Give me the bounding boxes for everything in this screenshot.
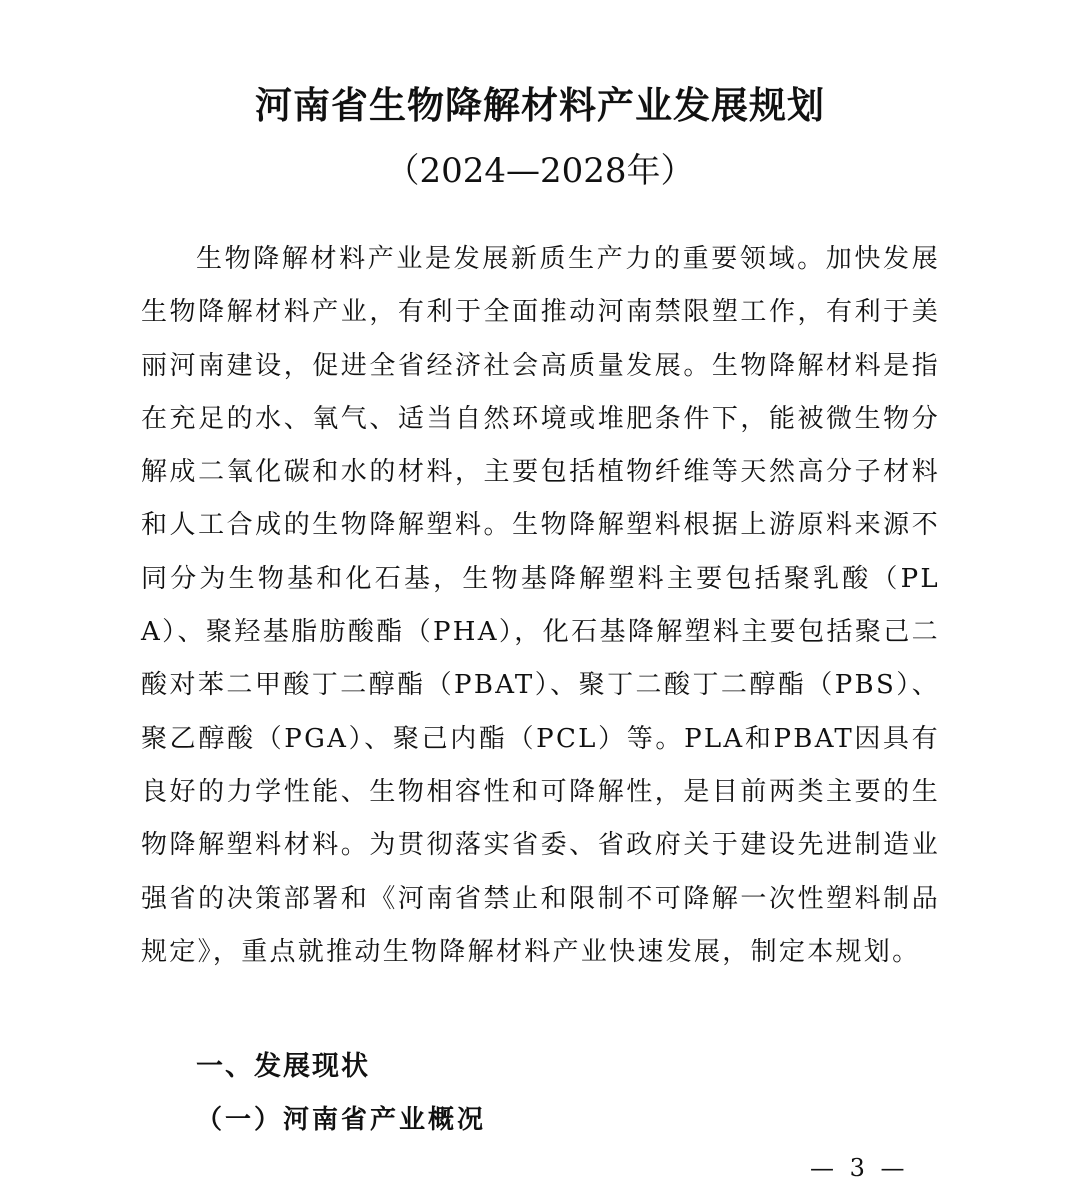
intro-paragraph: 生物降解材料产业是发展新质生产力的重要领域。加快发展生物降解材料产业，有利于全面推动河南禁限塑工作，有利于美丽河南建设，促进全省经济社会高质量发展。生物降解材料是指在充足的水、氧气、适当自然环境或堆肥条件下，能被微生物分解成二氧化碳和水的材料，主要包括植物纤维等天然高分子材料和人工合成的生物降解塑料。生物降解塑料根据上游原料来源不同分为生物基和化石基，生物基降解塑料主要包括聚乳酸（PLA）、聚羟基脂肪酸酯（PHA），化石基降解塑料主要包括聚己二酸对苯二甲酸丁二醇酯（PBAT）、聚丁二酸丁二醇酯（PBS）、聚乙醇酸（PGA）、聚己内酯（PCL）等。PLA和PBAT因具有良好的力学性能、生物相容性和可降解性，是目前两类主要的生物降解塑料材料。为贯彻落实省委、省政府关于建设先进制造业强省的决策部署和《河南省禁止和限制不可降解一次性塑料制品规定》，重点就推动生物降解材料产业快速发展，制定本规划。 <box>141 244 940 967</box>
document-subtitle: （2024—2028年） <box>385 151 695 191</box>
document-title: 河南省生物降解材料产业发展规划 <box>255 83 825 127</box>
section-heading: 一、发展现状 <box>196 1051 370 1082</box>
subsection-heading: （一）河南省产业概况 <box>196 1105 487 1135</box>
page-number: — 3 — <box>810 1154 909 1182</box>
